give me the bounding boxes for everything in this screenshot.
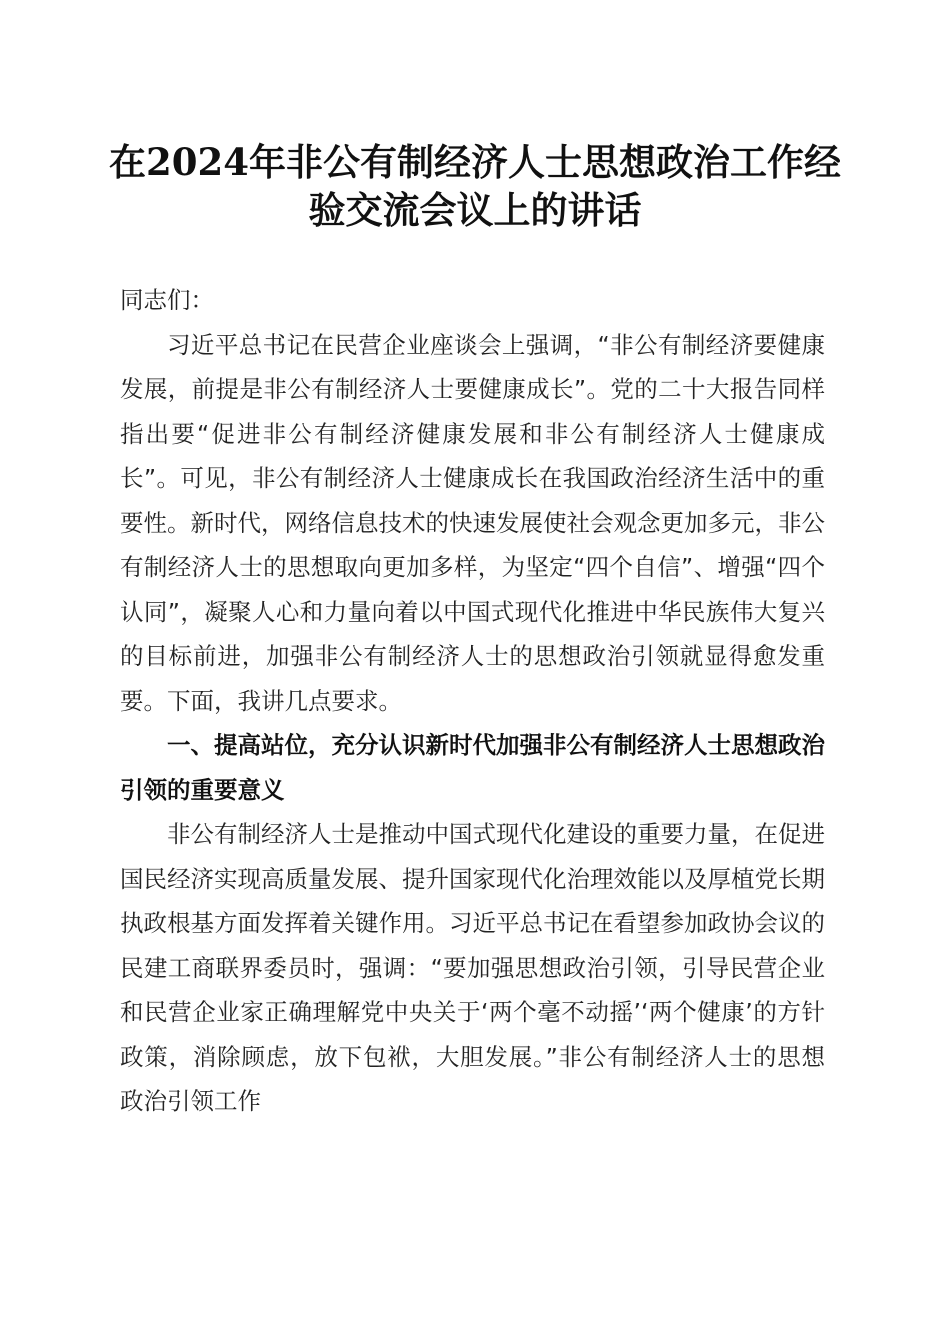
paragraph-section-1: 非公有制经济人士是推动中国式现代化建设的重要力量，在促进国民经济实现高质量发展、提升国家现代化治理效能以及厚植党长期执政根基方面发挥着关键作用。习近平总书记在看望参加政协会议的民建工商联界委员时，强调：“要加强思想政治引领，引导民营企业和民营企业家正确理解党中央关于‘两个毫不动摇’‘两个健康’的方针政策，消除顾虑，放下包袱，大胆发展。”非公有制经济人士的思想政治引领工作	[120, 820, 825, 1115]
paragraph-intro: 习近平总书记在民营企业座谈会上强调，“非公有制经济要健康发展，前提是非公有制经济人士要健康成长”。党的二十大报告同样指出要“促进非公有制经济健康发展和非公有制经济人士健康成长”。可见，非公有制经济人士健康成长在我国政治经济生活中的重要性。新时代，网络信息技术的快速发展使社会观念更加多元，非公有制经济人士的思想取向更加多样，为坚定“四个自信”、增强“四个认同”，凝聚人心和力量向着以中国式现代化推进中华民族伟大复兴的目标前进，加强非公有制经济人士的思想政治引领就显得愈发重要。下面，我讲几点要求。	[120, 330, 825, 715]
salutation: 同志们：	[120, 286, 214, 314]
title-line-1: 在2024年非公有制经济人士思想政治工作经	[109, 140, 841, 184]
document-body	[120, 278, 825, 1124]
section-heading-1: 一、提高站位，充分认识新时代加强非公有制经济人士思想政治引领的重要意义	[120, 731, 825, 804]
document-title	[100, 138, 850, 234]
title-line-2: 验交流会议上的讲话	[308, 188, 642, 232]
